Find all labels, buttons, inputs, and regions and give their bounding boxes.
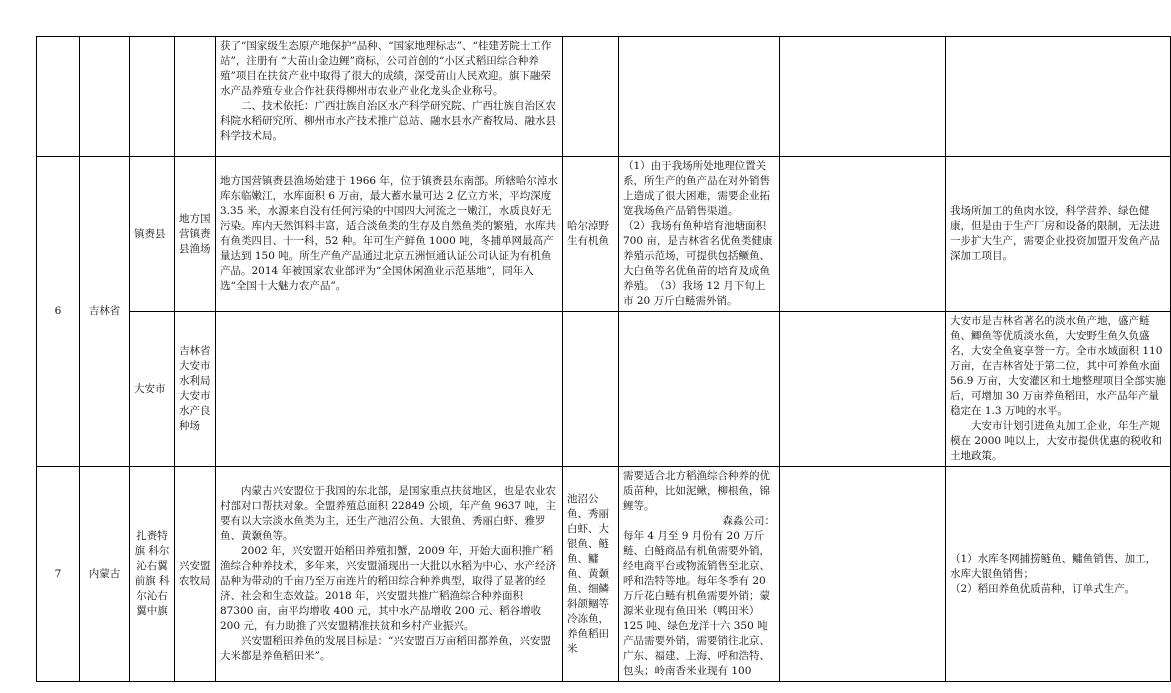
cell-county: 镇赉县 [130, 157, 175, 312]
data-table [36, 36, 1171, 682]
cell-product [563, 312, 619, 467]
cell-need [619, 467, 780, 682]
note-paragraph: 大安市是吉林省著名的淡水鱼产地，盛产鲢鱼、鲫鱼等优质淡水鱼，大安野生鱼久负盛名，大安全鱼宴享誉一方。全市水域面积 110 万亩，在吉林省处于第二位，其中可养鱼水面 56.9 万亩，大安灌区和土地整理项目全部实施后，可增加 30 万亩养鱼稻田，水产品年产量稳定在 1.3 万吨的水平。 [950, 315, 1166, 417]
cell-desc [216, 312, 563, 467]
note-paragraph: （2）稻田养鱼优质苗种，订单式生产。 [950, 582, 1136, 595]
cell-note: 我场所加工的鱼肉水饺，科学营养、绿色健康，但是由于生产厂房和设备的限制，无法进一步扩大生产，需要企业投资加盟开发鱼产品深加工项目。 [946, 157, 1171, 312]
cell-county [130, 37, 175, 157]
cell-unit: 兴安盟农牧局 [175, 467, 216, 682]
desc-paragraph: 内蒙古兴安盟位于我国的东北部，是国家重点扶贫地区，也是农业农村部对口帮扶对象。全盟养殖总面积 22849 公顷，年产鱼 9637 吨，主要有以大宗淡水鱼类为主，还生产池沼公鱼、大银鱼、秀丽白虾、雅罗鱼、黄颡鱼等。 [220, 485, 556, 542]
need-paragraph: （1）由于我场所处地理位置关系，所生产的鱼产品在对外销售上造成了很大困难，需要企业拓宽我场鱼产品销售渠道。 [623, 160, 770, 217]
cell-desc [216, 467, 563, 682]
desc-paragraph: 兴安盟稻田养鱼的发展目标是：“兴安盟百万亩稻田都养鱼，兴安盟大米都是养鱼稻田米”。 [220, 635, 551, 662]
cell-note [946, 312, 1171, 467]
cell-product: 哈尔淖野生有机鱼 [563, 157, 619, 312]
desc-paragraph: 二、技术依托：广西壮族自治区水产科学研究院、广西壮族自治区农科院水稻研究所、柳州市水产技术推广总站、融水县水产畜牧局、融水县科学技术局。 [220, 100, 556, 142]
need-paragraph: （2）我场有鱼种培育池塘面积 700 亩，是吉林省名优鱼类健康养殖示范场，可提供包括鳜鱼、大白鱼等名优鱼苗的培育及成鱼养殖。 （3）我场 12 月下旬上市 20 万斤白鲢需外销。 [623, 220, 773, 307]
cell-county: 大安市 [130, 312, 175, 467]
cell-province: 内蒙古 [80, 467, 130, 682]
cell-empty [780, 37, 946, 157]
table-row-continuation [37, 37, 1171, 157]
cell-note [946, 467, 1171, 682]
cell-empty [780, 157, 946, 312]
cell-empty [780, 467, 946, 682]
cell-province [80, 37, 130, 157]
need-paragraph: 需要适合北方稻渔综合种养的优质苗种，比如泥鳅，柳根鱼，锦鲤等。 [623, 470, 770, 512]
table-row-6a [37, 157, 1171, 312]
cell-num [37, 37, 80, 157]
cell-product [563, 37, 619, 157]
desc-paragraph: 获了“国家级生态原产地保护”品种、“国家地理标志”、“桂建芳院士工作站”，注册有 “大苗山金边鲤”商标，公司首创的“小区式稻田综合种养殖”项目在扶贫产业中取得了很大的成绩，深受苗山人民欢迎。旗下融荣水产品养殖专业合作社获得柳州市农业产业化龙头企业称号。 [220, 40, 552, 97]
cell-desc: 地方国营镇赉县渔场始建于 1966 年，位于镇赉县东南部。所辖哈尔淖水库东临嫩江，水库面积 6 万亩，最大蓄水量可达 2 亿立方米，平均深度 3.35 米，水源来自没有任何污染的中国四大河流之一嫩江，水质良好无污染。库内天然饵料丰富，适合淡鱼类的生存及自然鱼类的繁殖，水库共有鱼类四目、十一科，52 种。年可生产鲜鱼 1000 吨，冬捕单网最高产量达到 150 吨。所生产鱼产品通过北京五洲恒通认证公司认证为有机鱼产品。2014 年被国家农业部评为“全国休闲渔业示范基地”，同年入选“全国十大魅力农产品”。 [216, 157, 563, 312]
table-row-7 [37, 467, 1171, 682]
cell-need [619, 312, 780, 467]
cell-need [619, 157, 780, 312]
cell-empty [780, 312, 946, 467]
cell-num: 6 [37, 157, 80, 467]
cell-unit: 地方国营镇赉县渔场 [175, 157, 216, 312]
cell-county: 扎赉特旗 科尔沁右翼前旗 科尔沁右翼中旗 [130, 467, 175, 682]
need-paragraph: 每年 4 月至 9 月份有 20 万斤鲢、白鲢商品有机鱼需要外销，经电商平台或物流销售至北京、呼和浩特等地。每年冬季有 20 万斤花白鲢有机鱼需要外销；蒙源米业现有鱼田米（鸭田米）125 吨、绿色龙洋十六 350 吨产品需要外销，需要销往北京、广东、福建、上海、呼和浩特、包头；岭南香米业现有 100 [623, 530, 770, 677]
cell-unit [175, 37, 216, 157]
need-company: 森淼公司： [722, 515, 775, 527]
cell-province: 吉林省 [80, 157, 130, 467]
cell-num: 7 [37, 467, 80, 682]
cell-unit: 吉林省大安市水利局大安市水产良种场 [175, 312, 216, 467]
cell-desc [216, 37, 563, 157]
cell-product: 池沼公鱼、秀丽白虾、大银鱼、鲢鱼、鳙鱼、黄颡鱼、细鳞斜颌鲴等冷冻鱼，养鱼稻田米 [563, 467, 619, 682]
cell-need [619, 37, 780, 157]
note-paragraph: 大安市计划引进鱼丸加工企业，年生产规模在 2000 吨以上，大安市提供优惠的税收和土地政策。 [950, 420, 1162, 462]
table-row-6b [37, 312, 1171, 467]
note-paragraph: （1）水库冬网捕捞鲢鱼、鳙鱼销售、加工，水库大银鱼销售； [950, 552, 1157, 580]
cell-note [946, 37, 1171, 157]
desc-paragraph: 2002 年，兴安盟开始稻田养殖扣蟹，2009 年，开始大面积推广稻渔综合种养技术，多年来，兴安盟涌现出一大批以水稻为中心、水产经济品种为带动的千亩乃至万亩连片的稻田综合种养典型，取得了显著的经济、社会和生态效益。2018 年，兴安盟共推广稻渔综合种养面积 87300 亩，亩平均增收 400 元，其中水产品增收 200 元、稻谷增收 200 元，有力助推了兴安盟精准扶贫和乡村产业振兴。 [220, 545, 556, 632]
